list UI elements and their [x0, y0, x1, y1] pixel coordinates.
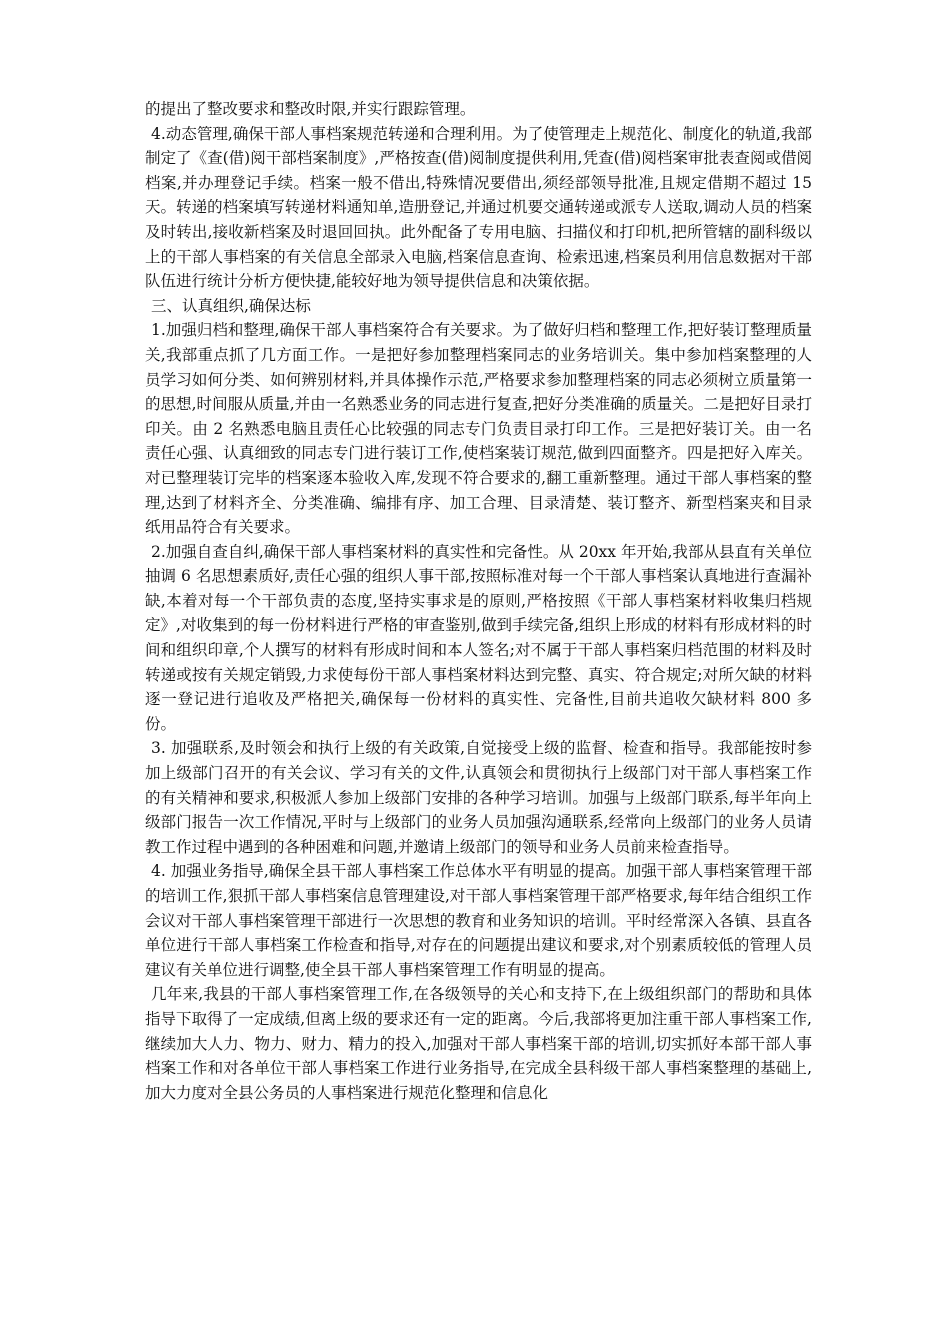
paragraph-filing-arrangement: 1.加强归档和整理,确保干部人事档案符合有关要求。为了做好归档和整理工作,把好装订整理质量关,我部重点抓了几方面工作。一是把好参加整理档案同志的业务培训关。集中参加档案整理的人员学习如何分类、如何辨别材料,并具体操作示范,严格要求参加整理档案的同志必须树立质量第一的思想,时间服从质量,并由一名熟悉业务的同志进行复查,把好分类准确的质量关。二是把好目录打印关。由 2 名熟悉电脑且责任心比较强的同志专门负责目录打印工作。三是把好装订关。由一名责任心强、认真细致的同志专门进行装订工作,使档案装订规范,做到四面整齐。四是把好入库关。对已整理装订完毕的档案逐本验收入库,发现不符合要求的,翻工重新整理。通过干部人事档案的整理,达到了材料齐全、分类准确、编排有序、加工合理、目录清楚、装订整齐、新型档案夹和目录纸用品符合有关要求。 [145, 321, 812, 537]
paragraph-dynamic-management: 4.动态管理,确保干部人事档案规范转递和合理利用。为了使管理走上规范化、制度化的轨道,我部制定了《查(借)阅干部档案制度》,严格按查(借)阅制度提供利用,凭查(借)阅档案审批表查阅或借阅档案,并办理登记手续。档案一般不借出,特殊情况要借出,须经部领导批准,且规定借期不超过 15 天。转递的档案填写转递材料通知单,造册登记,并通过机要交通转递或派专人送取,调动人员的档案及时转出,接收新档案及时退回回执。此外配备了专用电脑、扫描仪和打印机,把所管辖的副科级以上的干部人事档案的有关信息全部录入电脑,档案信息查询、检索迅速,档案员利用信息数据对干部队伍进行统计分析方便快捷,能较好地为领导提供信息和决策依据。 [145, 124, 812, 291]
paragraph-business-guidance: 4. 加强业务指导,确保全县干部人事档案工作总体水平有明显的提高。加强干部人事档案管理干部的培训工作,狠抓干部人事档案信息管理建设,对干部人事档案管理干部严格要求,每年结合组织工作会议对干部人事档案管理干部进行一次思想的教育和业务知识的培训。平时经常深入各镇、县直各单位进行干部人事档案工作检查和指导,对存在的问题提出建议和要求,对个别素质较低的管理人员建议有关单位进行调整,使全县干部人事档案管理工作有明显的提高。 [145, 862, 812, 979]
section-heading: 三、认真组织,确保达标 [151, 296, 311, 315]
paragraph-continuation: 的提出了整改要求和整改时限,并实行跟踪管理。 [145, 100, 476, 118]
paragraph-liaison: 3. 加强联系,及时领会和执行上级的有关政策,自觉接受上级的监督、检查和指导。我部能按时参加上级部门召开的有关会议、学习有关的文件,认真领会和贯彻执行上级部门对干部人事档案工作的有关精神和要求,积极派人参加上级部门安排的各种学习培训。加强与上级部门联系,每半年向上级部门报告一次工作情况,平时与上级部门的业务人员加强沟通联系,经常向上级部门的业务人员请教工作过程中遇到的各种困难和问题,并邀请上级部门的领导和业务人员前来检查指导。 [145, 739, 812, 856]
paragraph-self-inspection: 2.加强自查自纠,确保干部人事档案材料的真实性和完备性。从 20xx 年开始,我部从县直有关单位抽调 6 名思想素质好,责任心强的组织人事干部,按照标准对每一个干部人事档案认真地进行查漏补缺,本着对每一个干部负责的态度,坚持实事求是的原则,严格按照《干部人事档案材料收集归档规定》,对收集到的每一份材料进行严格的审查鉴别,做到手续完备,组织上形成的材料有形成材料的时间和组织印章,个人撰写的材料有形成时间和本人签名;对不属于干部人事档案归档范围的材料及时转递或按有关规定销毁,力求使每份干部人事档案材料达到完整、真实、符合规定;对所欠缺的材料逐一登记进行追收及严格把关,确保每一份材料的真实性、完备性,目前共追收欠缺材料 800 多份。 [145, 542, 812, 733]
paragraph-summary: 几年来,我县的干部人事档案管理工作,在各级领导的关心和支持下,在上级组织部门的帮助和具体指导下取得了一定成绩,但离上级的要求还有一定的距离。今后,我部将更加注重干部人事档案工作,继续加大人力、物力、财力、精力的投入,加强对干部人事档案干部的培训,切实抓好本部干部人事档案工作和对各单位干部人事档案工作进行业务指导,在完成全县科级干部人事档案整理的基础上,加大力度对全县公务员的人事档案进行规范化整理和信息化 [145, 985, 812, 1102]
document-body [145, 97, 812, 1105]
